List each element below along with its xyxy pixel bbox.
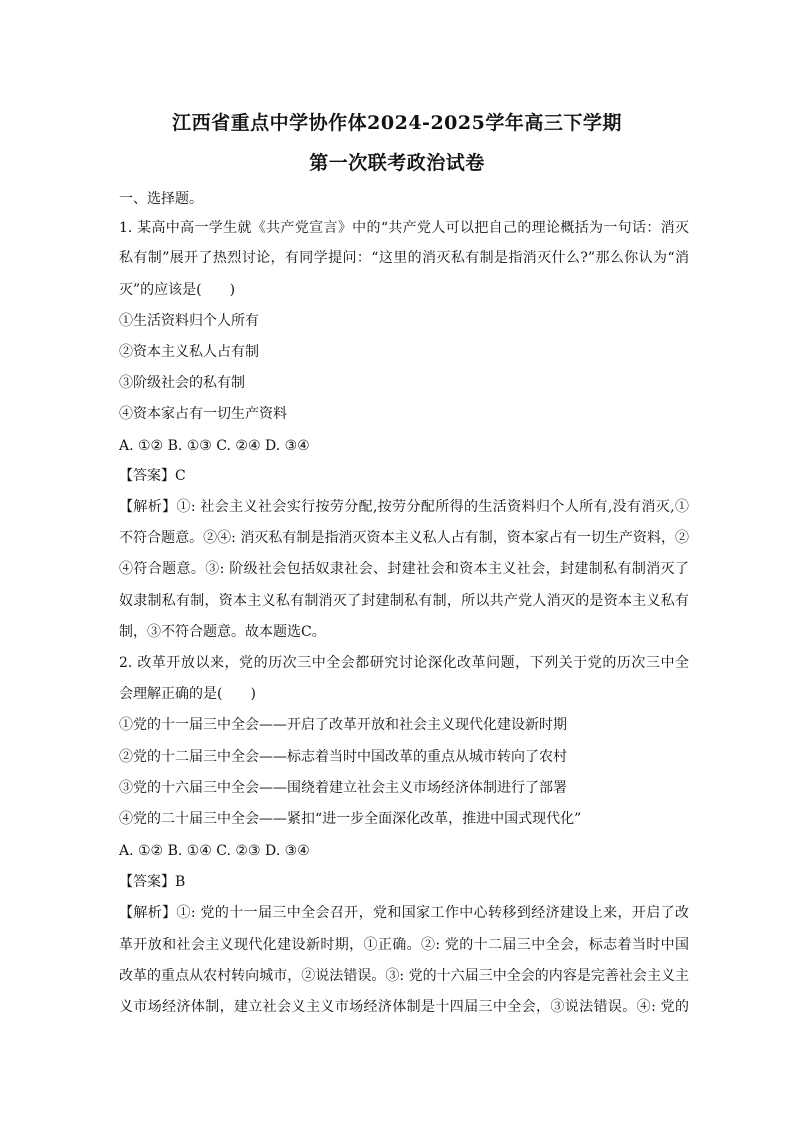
text-line: 义市场经济体制，建立社会义主义市场经济体制是十四届三中全会，③说法错误。④: 党的 [119, 999, 689, 1015]
text-line: ①生活资料归个人所有 [119, 313, 259, 329]
text-line: 【解析】①: 社会主义社会实行按劳分配,按劳分配所得的生活资料归个人所有,没有消灭,① [119, 499, 689, 515]
text-line: ④党的二十届三中全会——紧扣“进一步全面深化改革，推进中国式现代化” [119, 811, 582, 827]
text-line: 【答案】B [119, 874, 186, 890]
text-line: 私有制”展开了热烈讨论，有同学提问：“这里的消灭私有制是指消灭什么?”那么你认为“消 [119, 250, 689, 266]
text-line: ③党的十六届三中全会——围绕着建立社会主义市场经济体制进行了部署 [119, 780, 567, 796]
text-line: A. ①② B. ①③ C. ②④ D. ③④ [119, 438, 310, 454]
text-line: 【答案】C [119, 468, 186, 484]
text-line: 【解析】①: 党的十一届三中全会召开，党和国家工作中心转移到经济建设上来，开启了改 [119, 905, 689, 921]
text-line: ④符合题意。③: 阶级社会包括奴隶社会、封建社会和资本主义社会，封建制私有制消灭了 [119, 561, 689, 577]
text-line: ④资本家占有一切生产资料 [119, 406, 287, 422]
document-title-line-1: 江西省重点中学协作体2024-2025学年高三下学期 [172, 112, 622, 134]
text-line: 不符合题意。②④: 消灭私有制是指消灭资本主义私人占有制，资本家占有一切生产资料，② [119, 530, 689, 546]
text-line: 制，③不符合题意。故本题选C。 [119, 624, 326, 640]
text-line: ②党的十二届三中全会——标志着当时中国改革的重点从城市转向了农村 [119, 749, 567, 765]
text-line: 奴隶制私有制，资本主义私有制消灭了封建制私有制，所以共产党人消灭的是资本主义私有 [119, 593, 689, 609]
text-line: ②资本主义私人占有制 [119, 344, 259, 360]
text-line: 2. 改革开放以来，党的历次三中全会都研究讨论深化改革问题，下列关于党的历次三中全 [119, 655, 689, 671]
text-line: ①党的十一届三中全会——开启了改革开放和社会主义现代化建设新时期 [119, 717, 567, 733]
text-line: 会理解正确的是( ) [119, 686, 256, 702]
text-line: ③阶级社会的私有制 [119, 375, 245, 391]
document-title-line-2: 第一次联考政治试卷 [309, 152, 485, 174]
text-line: 1. 某高中高一学生就《共产党宣言》中的“共产党人可以把自己的理论概括为一句话：消灭 [119, 220, 689, 236]
section-heading: 一、选择题。 [119, 191, 203, 207]
text-line: 灭”的应该是( ) [119, 282, 236, 298]
text-line: 改革的重点从农村转向城市，②说法错误。③: 党的十六届三中全会的内容是完善社会主义主 [119, 968, 689, 984]
text-line: 革开放和社会主义现代化建设新时期，①正确。②: 党的十二届三中全会，标志着当时中国 [119, 937, 689, 953]
text-line: A. ①② B. ①④ C. ②③ D. ③④ [119, 843, 310, 859]
